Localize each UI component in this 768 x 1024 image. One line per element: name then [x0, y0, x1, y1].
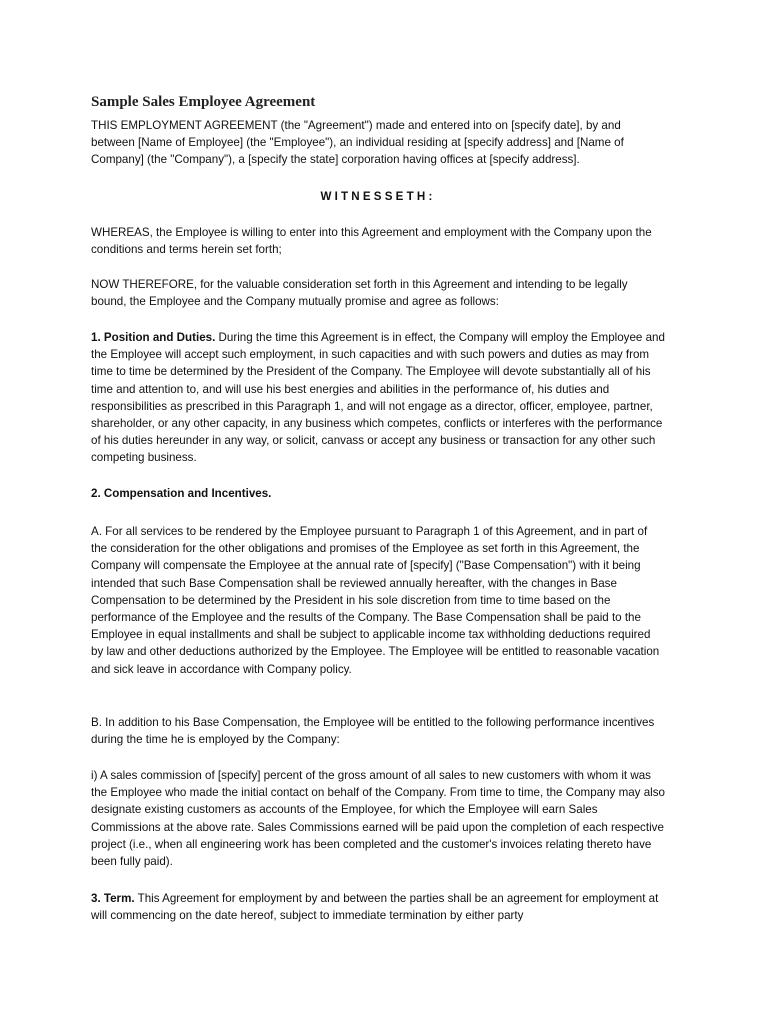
- now-therefore-paragraph: NOW THEREFORE, for the valuable consideration set forth in this Agreement and intending to be legally bound, the Employee and the Company mutually promise and agree as follows:: [91, 278, 628, 309]
- preamble-paragraph: THIS EMPLOYMENT AGREEMENT (the "Agreement") made and entered into on [specify date], by and between [Name of Employee] (the "Employee"), an individual residing at [specify address] and [Name of Company] (the "Company"), a [specify the state] corporation having offices at [specify address].: [91, 119, 624, 167]
- section-1-text: During the time this Agreement is in effect, the Company will employ the Employee and the Employee will accept such employment, in such capacities and with such powers and duties as may from time to time be determined by the President of the Company. The Employee will devote substantially all of his time and attention to, and will use his best energies and abilities in the performance of, his duties and responsibilities as prescribed in this Paragraph 1, and will not engage as a director, officer, employee, partner, shareholder, or any other capacity, in any business which competes, conflicts or interferes with the performance of his duties hereunder in any way, or solicit, canvass or accept any business or transaction for any other such competing business.: [91, 331, 665, 465]
- section-3-text: This Agreement for employment by and between the parties shall be an agreement for employment at will commencing on the date hereof, subject to immediate termination by either party: [91, 892, 659, 923]
- section-2-heading: 2. Compensation and Incentives.: [91, 487, 272, 500]
- section-1-heading: 1. Position and Duties.: [91, 331, 216, 344]
- section-2-para-a: A. For all services to be rendered by the Employee pursuant to Paragraph 1 of this Agreement, and in part of the consideration for the other obligations and promises of the Employee as set forth in this Agreement, the Company will compensate the Employee at the annual rate of [specify] ("Base Compensation") with it being intended that such Base Compensation shall be reviewed annually hereafter, with the changes in Base Compensation to be determined by the President in his sole discretion from time to time based on the performance of the Employee and the results of the Company. The Base Compensation shall be paid to the Employee in equal installments and shall be subject to applicable income tax withholding deductions required by law and other deductions authorized by the Employee. The Employee will be entitled to reasonable vacation and sick leave in accordance with Company policy.: [91, 525, 660, 676]
- whereas-paragraph: WHEREAS, the Employee is willing to enter into this Agreement and employment with the Company upon the conditions and terms herein set forth;: [91, 226, 652, 257]
- section-3-paragraph: [91, 890, 665, 924]
- section-2-para-i: i) A sales commission of [specify] percent of the gross amount of all sales to new customers with whom it was the Employee who made the initial contact on behalf of the Company. From time to time, the Company may also designate existing customers as accounts of the Employee, for which the Employee will earn Sales Commissions at the above rate. Sales Commissions earned will be paid upon the completion of each respective project (i.e., when all engineering work has been completed and the customer's invoices relating thereto have been fully paid).: [91, 769, 665, 869]
- section-2-para-b: B. In addition to his Base Compensation, the Employee will be entitled to the following performance incentives during the time he is employed by the Company:: [91, 716, 655, 747]
- witnesseth-heading: WITNESSETH:: [320, 190, 436, 203]
- document-title: Sample Sales Employee Agreement: [91, 94, 316, 110]
- section-3-heading: 3. Term.: [91, 892, 135, 905]
- section-1-paragraph: [91, 329, 665, 467]
